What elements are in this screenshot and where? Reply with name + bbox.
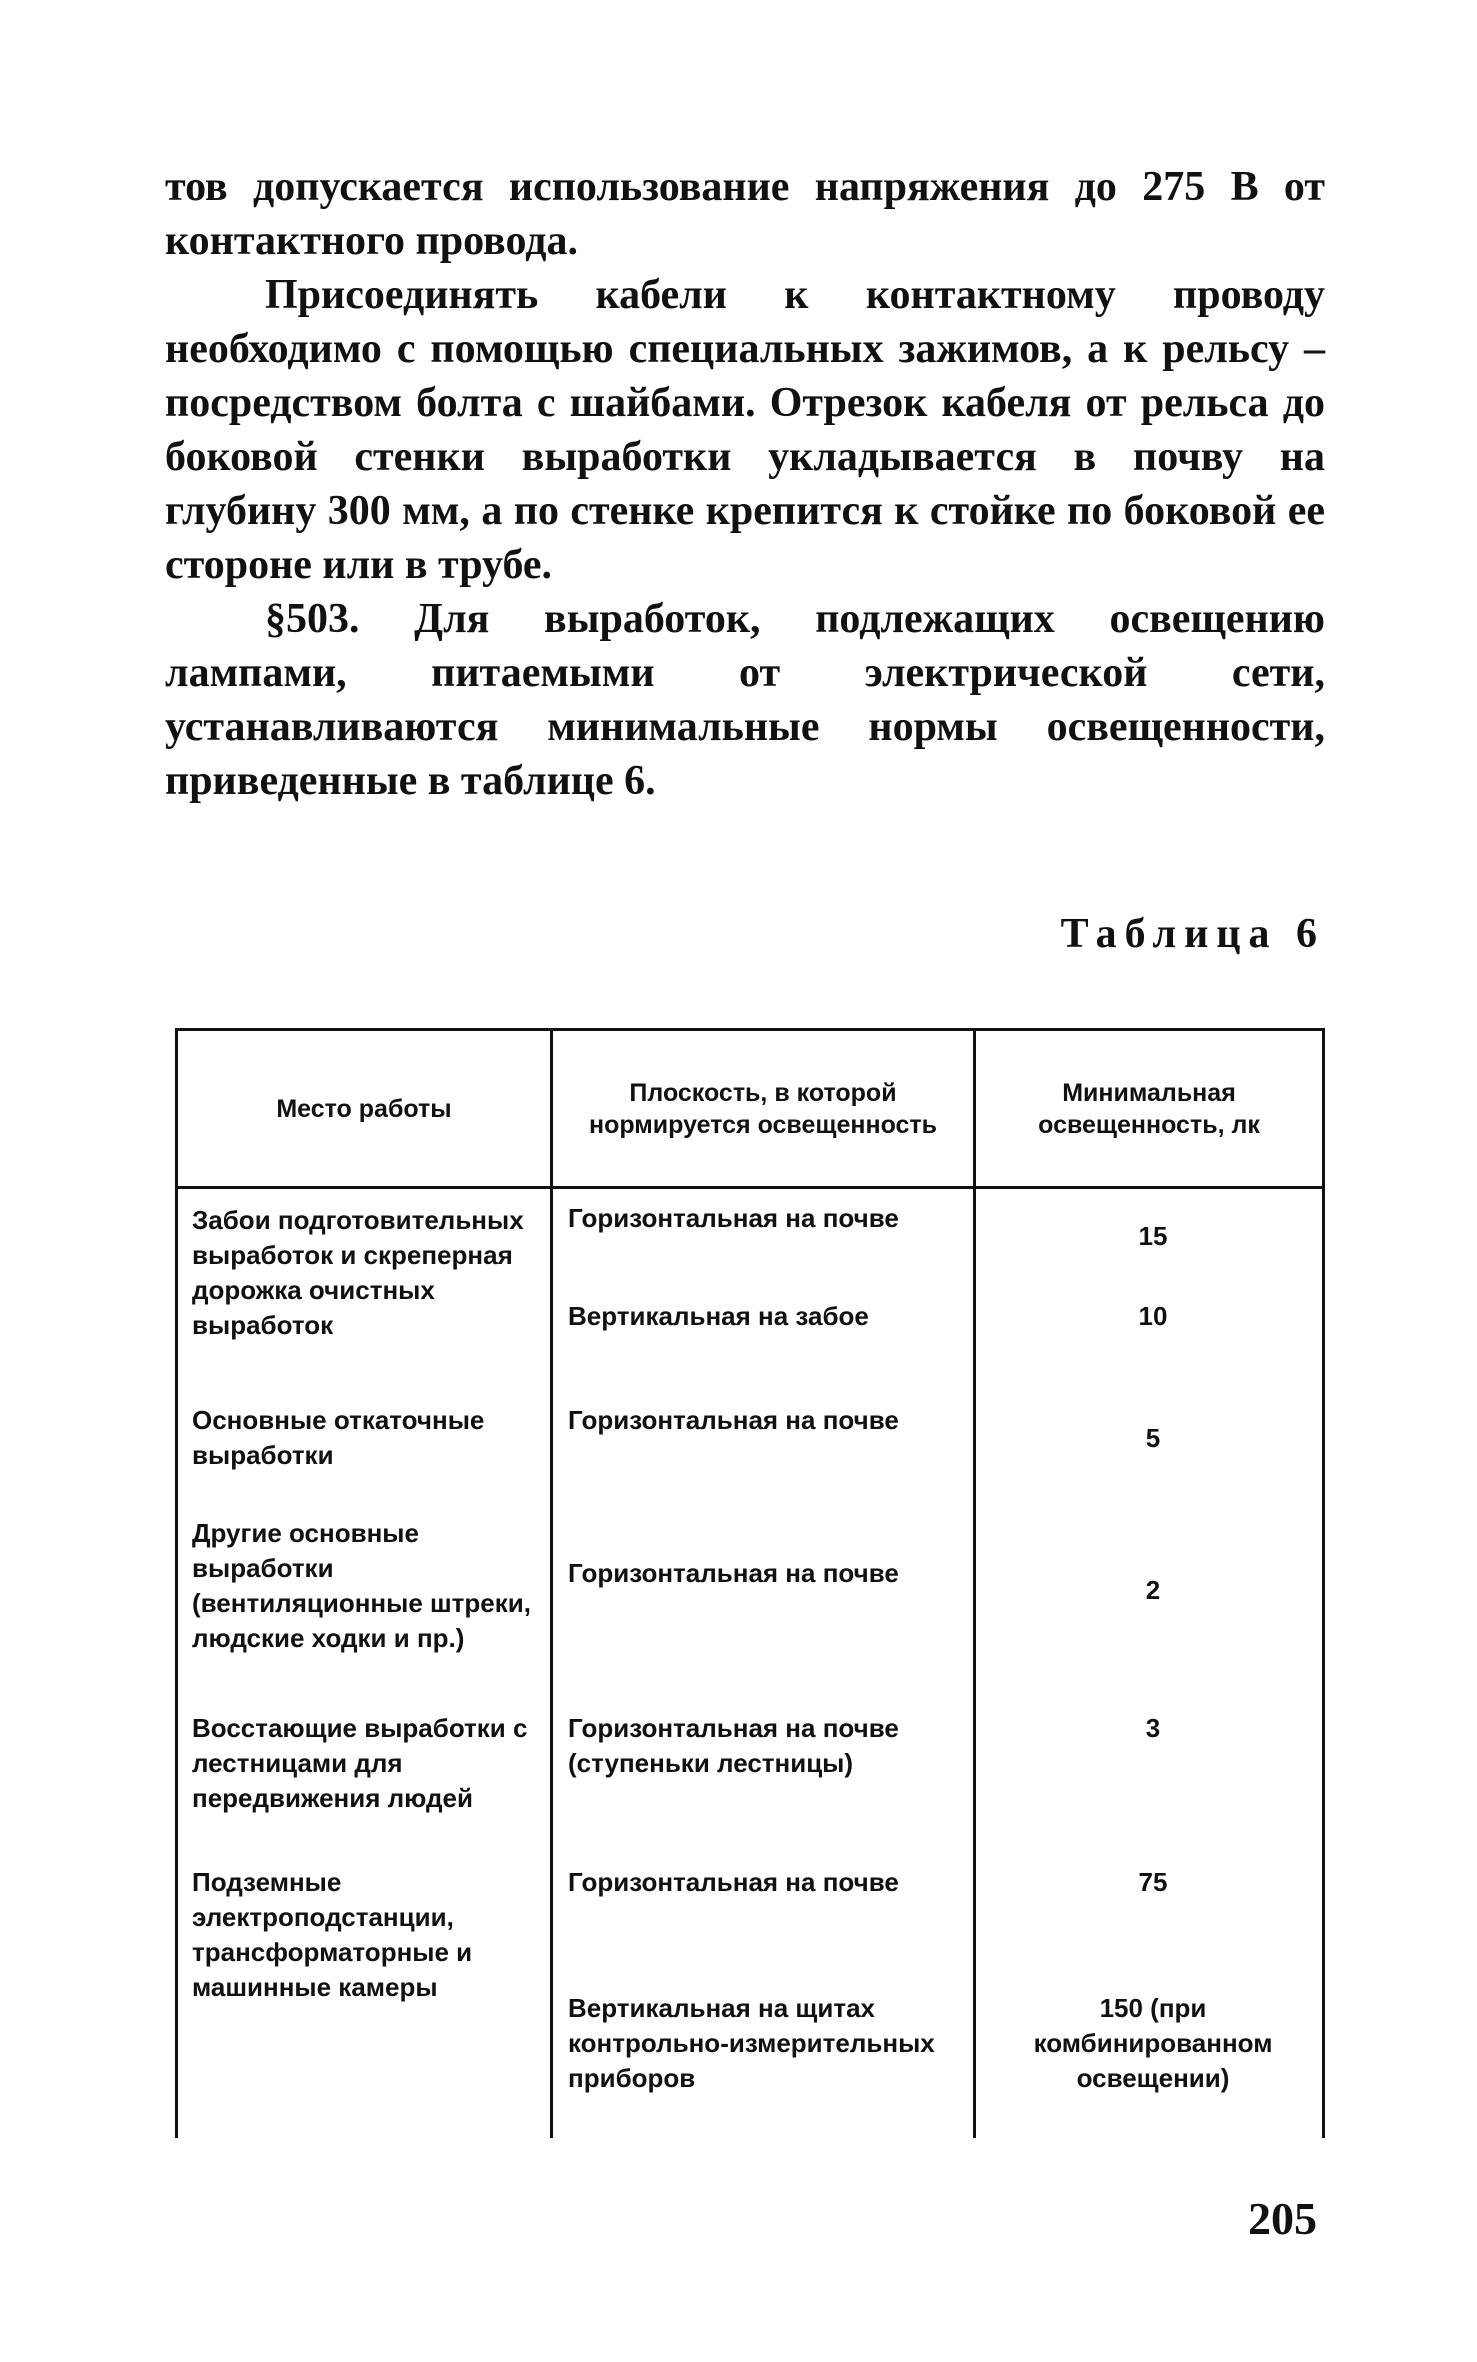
page-number: 205	[1248, 2193, 1317, 2244]
paragraph-2: Присоединять кабели к контактному проводу необходимо с помощью специальных зажимов, а к рельсу – посредством болта с шайбами. Отрезок кабеля от рельса до боковой стенки выработки укладывается в почву на глубину 300 мм, а по стенке крепится к стойке по боковой ее стороне или в трубе.	[165, 272, 1325, 588]
illumination-table	[175, 1028, 1325, 2138]
header-divider	[178, 1186, 1322, 1189]
row-1-plane-b: Вертикальная на забое	[568, 1301, 869, 1331]
row-2-plane-a: Горизонтальная на почве	[568, 1405, 899, 1435]
header-min-illumination: Минимальная освещенность, лк	[1038, 1078, 1260, 1139]
row-1-place: Забои подготовительных выработок и скреперная дорожка очистных выработок	[192, 1205, 524, 1340]
paragraph-1: тов допускается использование напряжения до 275 В от контактного провода.	[165, 164, 1325, 264]
row-4-place: Восстающие выработки с лестницами для передвижения людей	[192, 1713, 528, 1813]
row-1-value-b: 10	[1138, 1301, 1168, 1331]
row-5-plane-b: Вертикальная на щитах контрольно-измерительных приборов	[568, 1993, 935, 2093]
row-3-value-a: 2	[1145, 1575, 1161, 1605]
row-3-plane-a: Горизонтальная на почве	[568, 1558, 899, 1588]
row-2-value-a: 5	[1145, 1423, 1161, 1453]
row-3-place: Другие основные выработки (вентиляционные штреки, людские ходки и пр.)	[192, 1518, 531, 1653]
header-place: Место работы	[276, 1094, 452, 1123]
column-divider	[550, 1031, 553, 2138]
row-2-place: Основные откаточные выработки	[192, 1405, 485, 1470]
row-4-value-a: 3	[1145, 1713, 1161, 1743]
body-text	[165, 160, 1325, 808]
table-caption: Таблица 6	[1060, 911, 1325, 957]
row-1-plane-a: Горизонтальная на почве	[568, 1203, 899, 1233]
column-divider	[973, 1031, 976, 2138]
row-4-plane-a: Горизонтальная на почве (ступеньки лестницы)	[568, 1713, 899, 1778]
row-5-place: Подземные электроподстанции, трансформаторные и машинные камеры	[192, 1867, 473, 2002]
row-5-plane-a: Горизонтальная на почве	[568, 1867, 899, 1897]
row-1-value-a: 15	[1138, 1221, 1168, 1251]
row-5-value-a: 75	[1138, 1867, 1168, 1897]
row-5-value-b: 150 (при комбинированном освещении)	[1033, 1993, 1273, 2093]
header-plane: Плоскость, в которой нормируется освещенность	[588, 1078, 938, 1139]
paragraph-3: §503. Для выработок, подлежащих освещению лампами, питаемыми от электрической сети, устанавливаются минимальные нормы освещенности, приведенные в таблице 6.	[165, 596, 1325, 804]
